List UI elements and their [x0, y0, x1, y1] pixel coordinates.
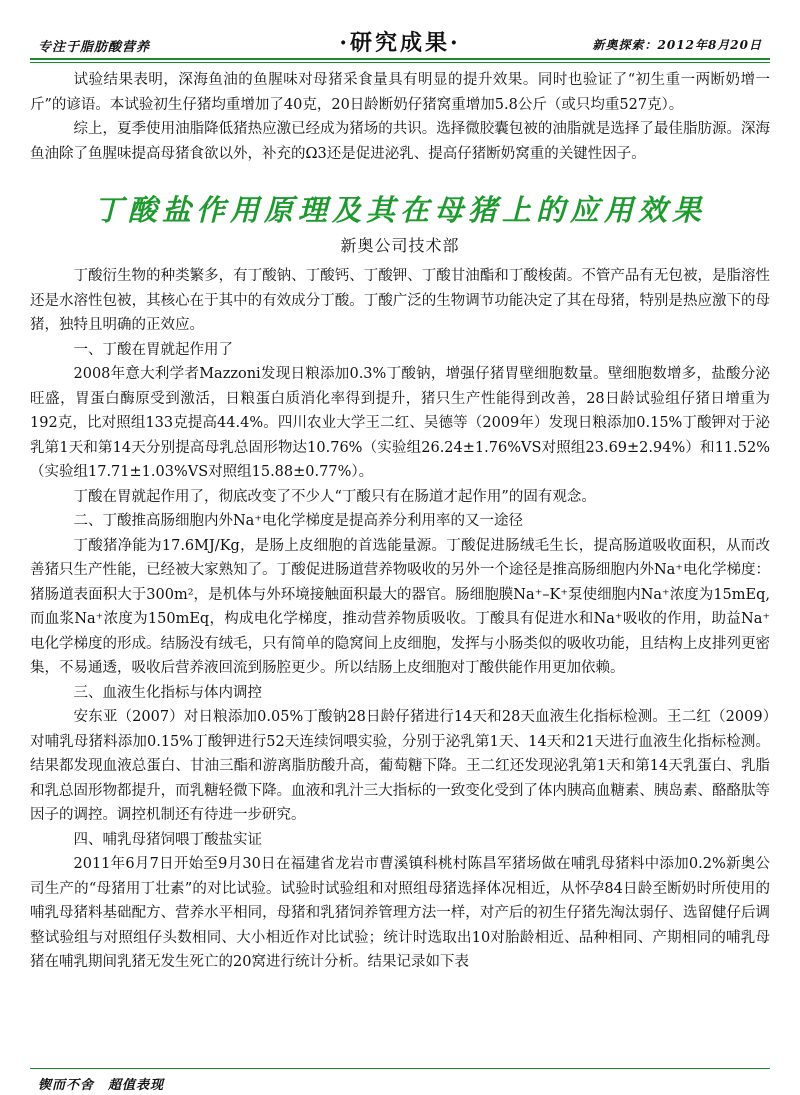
page-header	[0, 0, 800, 64]
header-section-title: ·研究成果·	[339, 30, 461, 56]
footer-slogan: 锲而不舍 超值表现	[38, 1078, 165, 1093]
section-3-paragraph-1: 安东亚（2007）对日粮添加0.05%丁酸钠28日龄仔猪进行14天和28天血液生化指标检测。王二红（2009）对哺乳母猪料添加0.15%丁酸钾进行52天连续饲喂实验，分别于泌乳第1天、14天和21天进行血液生化指标检测。结果都发现血液总蛋白、甘油三酯和游离脂肪酸升高，葡萄糖下降。王二红还发现泌乳第1天和第14天乳蛋白、乳脂和乳总固形物都提升，而乳糖轻微下降。血液和乳汁三大指标的一致变化受到了体内胰高血糖素、胰岛素、酪酪肽等因子的调控。调控机制还有待进一步研究。	[30, 709, 770, 823]
article-lead-paragraph: 丁酸衍生物的种类繁多，有丁酸钠、丁酸钙、丁酸钾、丁酸甘油酯和丁酸梭菌。不管产品有无包被，是脂溶性还是水溶性包被，其核心在于其中的有效成分丁酸。丁酸广泛的生物调节功能决定了其在母猪，特别是热应激下的母猪，独特且明确的正效应。	[30, 268, 770, 333]
section-4-heading: 四、哺乳母猪饲喂丁酸盐实证	[73, 831, 262, 848]
intro-paragraph-2: 综上，夏季使用油脂降低猪热应激已经成为猪场的共识。选择微胶囊包被的油脂就是选择了最佳脂肪源。深海鱼油除了鱼腥味提高母猪食欲以外，补充的Ω3还是促进泌乳、提高仔猪断奶窝重的关键性因子。	[30, 121, 770, 162]
article-title: 丁酸盐作用原理及其在母猪上的应用效果	[93, 193, 706, 227]
intro-paragraph-1: 试验结果表明，深海鱼油的鱼腥味对母猪采食量具有明显的提升效果。同时也验证了“初生重一两断奶增一斤”的谚语。本试验初生仔猪均重增加了40克，20日龄断奶仔猪窝重增加5.8公斤（或只均重527克）。	[30, 72, 770, 113]
section-1-paragraph-1: 2008年意大利学者Mazzoni发现日粮添加0.3%丁酸钠，增强仔猪胃壁细胞数量。壁细胞数增多，盐酸分泌旺盛，胃蛋白酶原受到激活，日粮蛋白质消化率得到提升，猪只生产性能得到改善，28日龄试验组仔猪日增重为192克，比对照组133克提高44.4%。四川农业大学王二红、吴德等（2009年）发现日粮添加0.15%丁酸钾对于泌乳第1天和第14天分别提高母乳总固形物达10.76%（实验组26.24±1.76%VS对照组23.69±2.94%）和11.52%（实验组17.71±1.03%VS对照组15.88±0.77%）。	[30, 366, 770, 480]
article-byline: 新奥公司技术部	[340, 236, 460, 255]
section-2-heading: 二、丁酸推高肠细胞内外Na⁺电化学梯度是提高养分利用率的又一途径	[73, 513, 523, 529]
section-4-paragraph-1: 2011年6月7日开始至9月30日在福建省龙岩市曹溪镇科桃村陈昌军猪场做在哺乳母猪料中添加0.2%新奥公司生产的“母猪用丁壮素”的对比试验。试验时试验组和对照组母猪选择体况相近，从怀孕84日龄至断奶时所使用的哺乳母猪料基础配方、营养水平相同，母猪和乳猪饲养管理方法一样，对产后的初生仔猪先淘汰弱仔、选留健仔后调整试验组与对照组仔头数相同、大小相近作对比试验；统计时选取出10对胎龄相近、品种相同、产期相同的哺乳母猪在哺乳期间乳猪无发生死亡的20窝进行统计分析。结果记录如下表	[30, 856, 770, 970]
header-rule	[30, 58, 770, 60]
header-issue-date: 新奥探索：2012年8月20日	[592, 38, 762, 52]
section-1-heading: 一、丁酸在胃就起作用了	[73, 341, 233, 358]
page-content	[30, 68, 770, 975]
header-rule-thin	[30, 62, 770, 63]
section-3-heading: 三、血液生化指标与体内调控	[73, 684, 262, 701]
section-2-paragraph-1: 丁酸猪净能为17.6MJ/Kg，是肠上皮细胞的首选能量源。丁酸促进肠绒毛生长，提高肠道吸收面积，从而改善猪只生产性能，已经被大家熟知了。丁酸促进肠道营养物吸收的另外一个途径是推高肠细胞内外Na⁺电化学梯度：猪肠道表面积大于300m²，是机体与外环境接触面积最大的器官。肠细胞膜Na⁺–K⁺泵使细胞内Na⁺浓度为15mEq,而血浆Na⁺浓度为150mEq，构成电化学梯度，推动营养物质吸收。丁酸具有促进水和Na⁺吸收的作用，助益Na⁺电化学梯度的形成。结肠没有绒毛，只有简单的隐窝间上皮细胞，发挥与小肠类似的吸收功能，且结构上皮排列更密集，不易通透，吸收后营养液回流到肠腔更少。所以结肠上皮细胞对丁酸供能作用更加依赖。	[30, 537, 770, 676]
footer-rule	[30, 1068, 770, 1069]
section-1-paragraph-2: 丁酸在胃就起作用了，彻底改变了不少人“丁酸只有在肠道才起作用”的固有观念。	[73, 488, 596, 505]
header-slogan: 专注于脂肪酸营养	[38, 40, 151, 55]
